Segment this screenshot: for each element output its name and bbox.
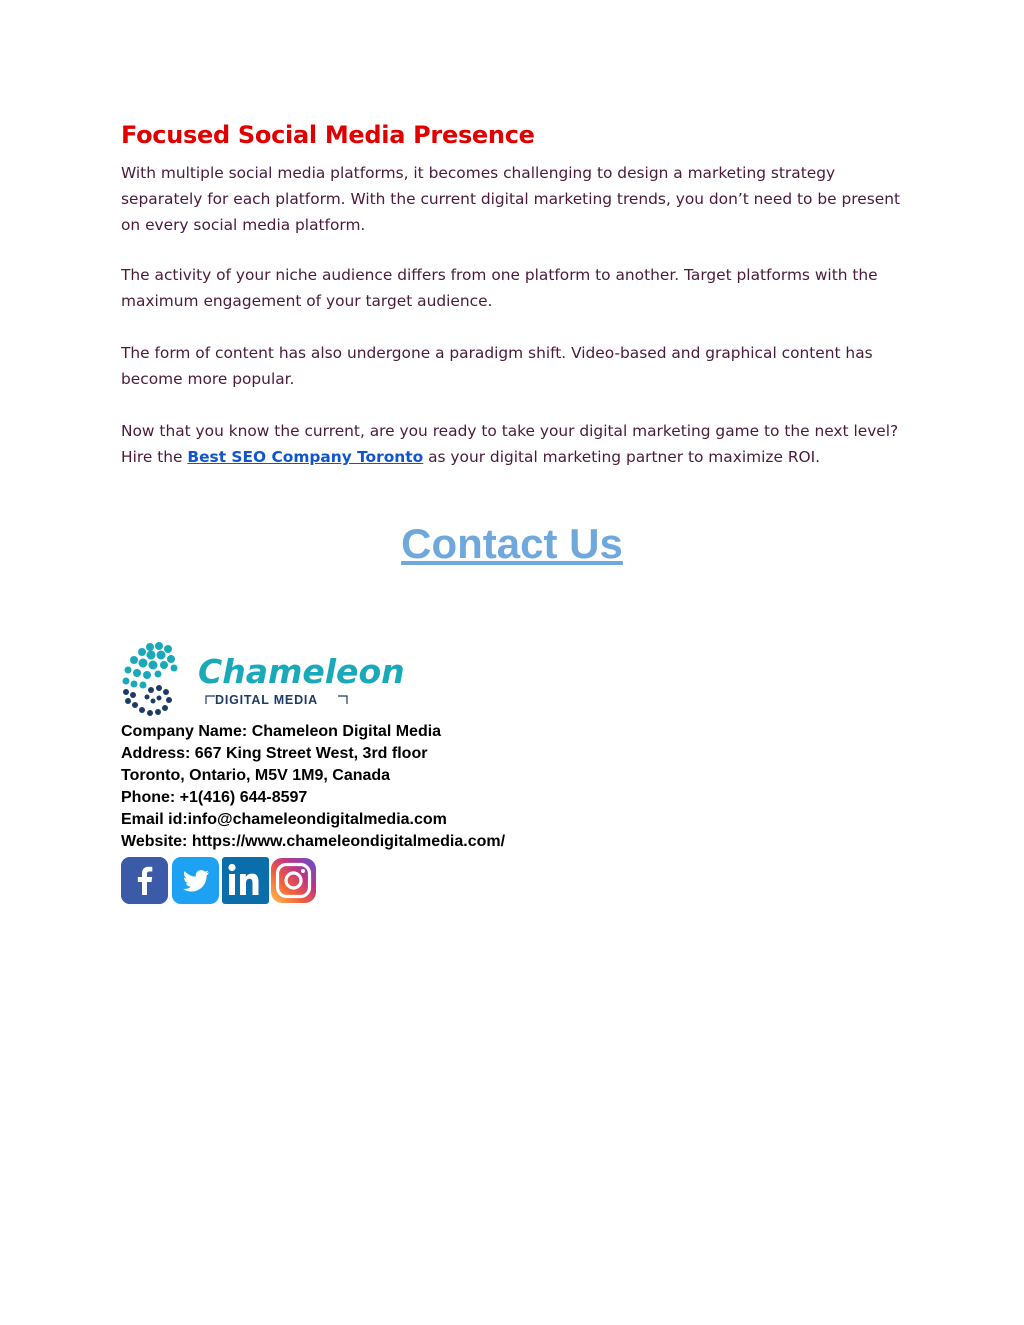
facebook-icon[interactable] bbox=[121, 857, 168, 904]
company-name: Company Name: Chameleon Digital Media bbox=[121, 723, 442, 740]
contact-details bbox=[121, 721, 505, 853]
chameleon-emblem-dark bbox=[123, 685, 172, 716]
cta-text-before: Now that you know the current, are you ready to take your digital marketing game to the next level? Hire the bbox=[121, 422, 899, 466]
paragraph-intro: With multiple social media platforms, it becomes challenging to design a marketing strategy separately for each platform. With the current digital marketing trends, you don’t need to be present on every social media platform. bbox=[121, 164, 900, 234]
chameleon-logo bbox=[120, 638, 405, 720]
linkedin-icon[interactable] bbox=[222, 857, 269, 904]
section-heading: Focused Social Media Presence bbox=[121, 121, 535, 149]
company-email: Email id:info@chameleondigitalmedia.com bbox=[121, 811, 447, 828]
company-phone: Phone: +1(416) 644-8597 bbox=[121, 789, 308, 806]
paragraph-call-to-action bbox=[121, 418, 911, 470]
company-website: Website: https://www.chameleondigitalmedia.com/ bbox=[121, 833, 506, 850]
company-address: Address: 667 King Street West, 3rd floor bbox=[121, 745, 428, 762]
logo-brand-text: Chameleon bbox=[198, 652, 405, 691]
paragraph-audience: The activity of your niche audience differs from one platform to another. Target platforms with the maximum engagement of your target audience. bbox=[121, 266, 878, 310]
contact-us-link[interactable]: Contact Us bbox=[401, 520, 623, 567]
company-city: Toronto, Ontario, M5V 1M9, Canada bbox=[121, 767, 391, 784]
twitter-icon[interactable] bbox=[172, 857, 219, 904]
logo-tagline-text: DIGITAL MEDIA bbox=[215, 693, 318, 707]
cta-text-after: as your digital marketing partner to maximize ROI. bbox=[423, 448, 821, 466]
chameleon-emblem bbox=[123, 642, 178, 689]
instagram-icon[interactable] bbox=[270, 857, 317, 904]
paragraph-content-form: The form of content has also undergone a paradigm shift. Video-based and graphical content has become more popular. bbox=[121, 344, 873, 388]
best-seo-company-link[interactable]: Best SEO Company Toronto bbox=[187, 448, 424, 466]
